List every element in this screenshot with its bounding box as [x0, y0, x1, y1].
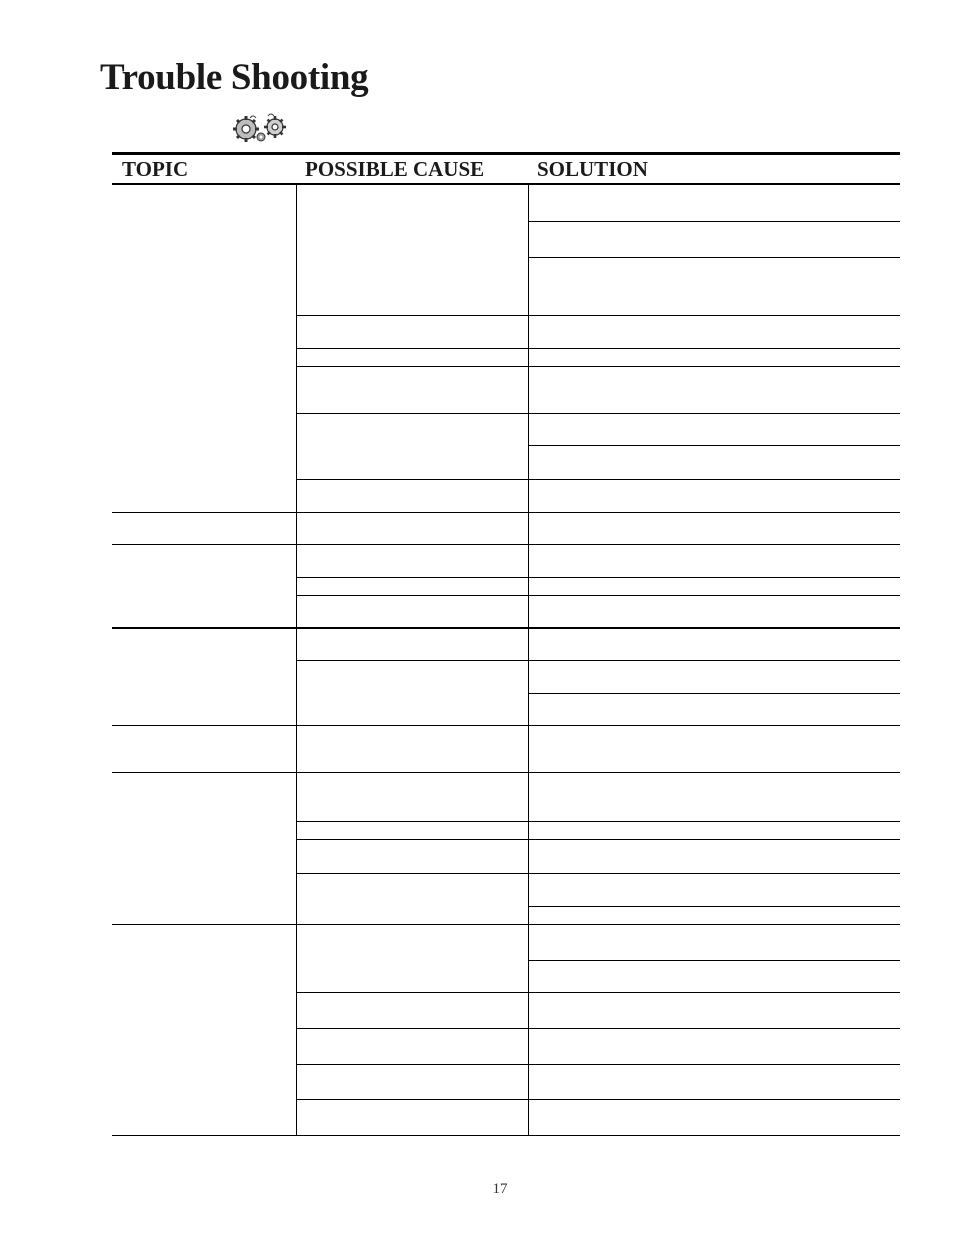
cause-row-rule: [296, 1028, 900, 1029]
cause-row-rule: [296, 1064, 900, 1065]
cause-row-rule: [296, 839, 900, 840]
table-row-rule: [112, 772, 900, 773]
solution-row-rule: [528, 221, 900, 222]
table-row-rule: [112, 627, 900, 629]
cause-row-rule: [296, 821, 900, 822]
gears-icon: [230, 112, 292, 142]
column-header-possible-cause: POSSIBLE CAUSE: [305, 157, 485, 181]
column-header-topic: TOPIC: [122, 157, 189, 181]
table-row-rule: [112, 544, 900, 545]
table-row-rule: [112, 924, 900, 925]
cause-row-rule: [296, 479, 900, 480]
solution-row-rule: [528, 906, 900, 907]
cause-row-rule: [296, 1099, 900, 1100]
cause-row-rule: [296, 873, 900, 874]
cause-row-rule: [296, 348, 900, 349]
cause-row-rule: [296, 992, 900, 993]
solution-row-rule: [528, 693, 900, 694]
cause-row-rule: [296, 366, 900, 367]
cause-row-rule: [296, 595, 900, 596]
solution-row-rule: [528, 960, 900, 961]
page-number: 17: [492, 1181, 508, 1197]
table-top-rule: [112, 152, 900, 155]
table-row-rule: [112, 512, 900, 513]
table-row-rule: [112, 1135, 900, 1136]
cause-row-rule: [296, 577, 900, 578]
cause-row-rule: [296, 413, 900, 414]
solution-row-rule: [528, 257, 900, 258]
page-title: Trouble Shooting: [100, 57, 369, 98]
table-header-rule: [112, 183, 900, 185]
column-header-solution: SOLUTION: [537, 157, 648, 181]
cause-row-rule: [296, 660, 900, 661]
cause-row-rule: [296, 315, 900, 316]
table-row-rule: [112, 725, 900, 726]
solution-row-rule: [528, 445, 900, 446]
